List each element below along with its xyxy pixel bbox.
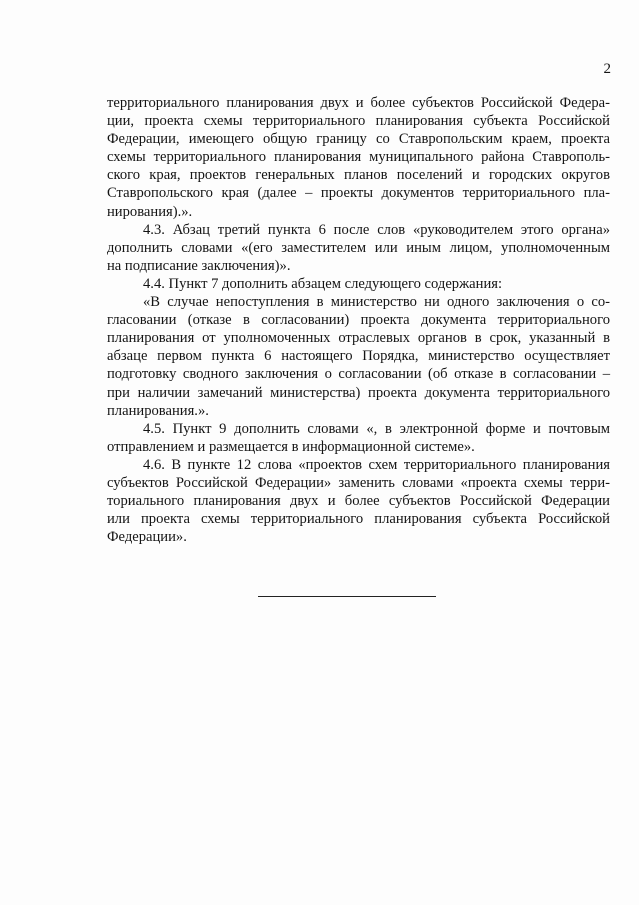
text-line: ции, проекта схемы территориального планирования субъекта Российской: [107, 113, 610, 130]
text-line: 4.3. Абзац третий пункта 6 после слов «руководителем этого органа»: [143, 221, 610, 238]
text-line: планирования от уполномоченных отраслевых органов в срок, указанный в: [107, 330, 610, 347]
text-line: 4.5. Пункт 9 дополнить словами «, в электронной форме и почтовым: [143, 420, 610, 437]
paragraph-4-6: [107, 456, 610, 546]
text-line: отправлением и размещается в информационной системе».: [107, 438, 475, 455]
text-line: или проекта схемы территориального планирования субъекта Российской: [107, 511, 610, 528]
text-line: «В случае непоступления в министерство ни одного заключения о со-: [143, 294, 610, 311]
paragraph-4-5: [107, 420, 610, 456]
document-body: [107, 94, 610, 546]
text-line: абзаце первом пункта 6 настоящего Порядка, министерство осуществляет: [107, 348, 610, 365]
text-line: на подписание заключения)».: [107, 257, 291, 274]
text-line: 4.4. Пункт 7 дополнить абзацем следующего содержания:: [143, 275, 503, 292]
text-line: гласовании (отказе в согласовании) проекта документа территориального: [107, 312, 610, 329]
text-line: нирования).».: [107, 203, 193, 220]
end-of-text-rule: [258, 596, 436, 597]
text-line: ского края, проектов генеральных планов поселений и городских округов: [107, 167, 610, 184]
text-line: дополнить словами «(его заместителем или иным лицом, уполномоченным: [107, 239, 610, 256]
text-line: подготовку сводного заключения о согласовании (об отказе в согласовании –: [107, 366, 610, 383]
text-line: территориального планирования двух и более субъектов Российской Федера-: [107, 95, 610, 111]
text-line: 4.6. В пункте 12 слова «проектов схем территориального планирования: [143, 456, 610, 473]
paragraph-4-4: [107, 275, 610, 293]
text-line: планирования.».: [107, 402, 209, 419]
paragraph-4-3: [107, 221, 610, 275]
text-line: при наличии замечаний министерства) проекта документа территориального: [107, 384, 610, 401]
text-line: субъектов Российской Федерации» заменить словами «проекта схемы терри-: [107, 474, 610, 491]
text-line: Федерации, имеющего общую границу со Ставропольским краем, проекта: [107, 131, 610, 148]
text-line: Ставропольского края (далее – проекты документов территориального пла-: [107, 185, 610, 202]
paragraph-continuation: [107, 94, 610, 221]
paragraph-4-4-quote: [107, 293, 610, 420]
text-line: схемы территориального планирования муниципального района Ставрополь-: [107, 149, 610, 166]
text-line: ториального планирования двух и более субъектов Российской Федерации: [107, 493, 610, 510]
text-line: Федерации».: [107, 529, 187, 546]
page-number: 2: [603, 61, 611, 77]
